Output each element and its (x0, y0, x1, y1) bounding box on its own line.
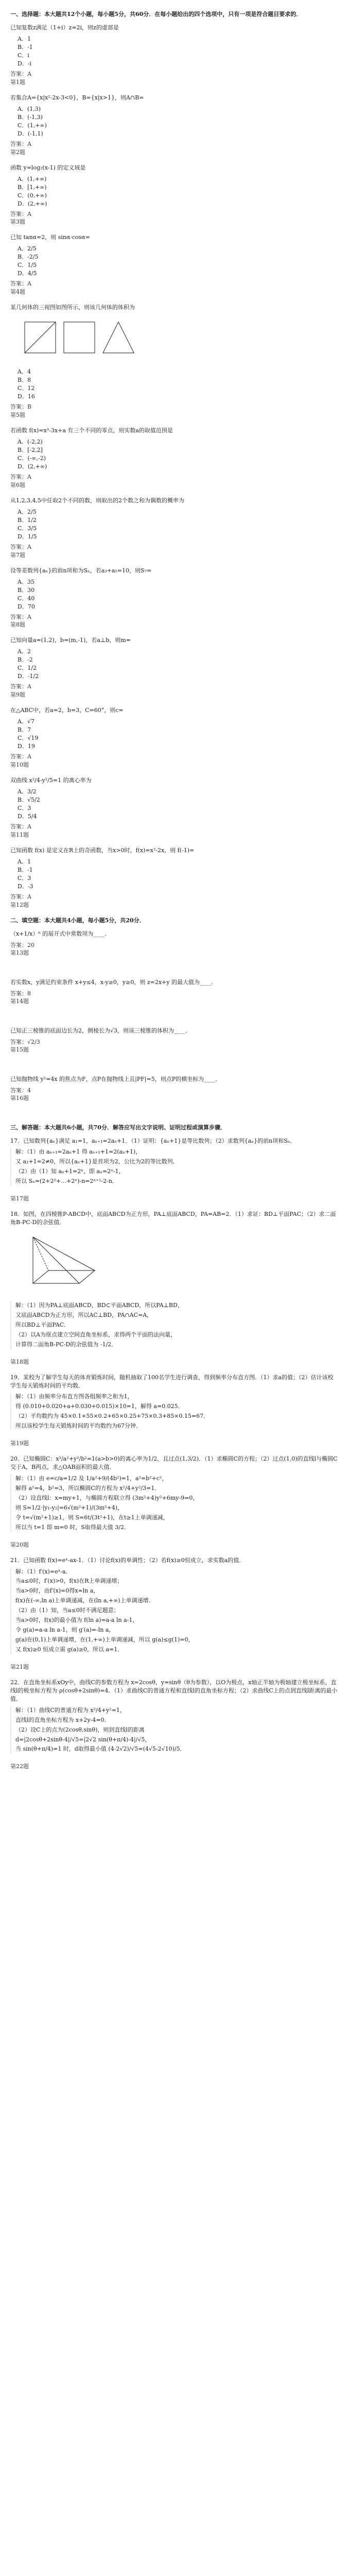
option: A．2/5 (18, 245, 37, 252)
solution-line: g(a)在(0,1)上单调递增，在(1,+∞)上单调递减，所以 g(a)≤g(1)=0， (15, 1636, 194, 1643)
question-number: 第19题 (10, 1440, 29, 1447)
question-number: 第5题 (10, 412, 25, 418)
solution-line: 又 f(x)≥0 恒成立需 g(a)≥0，所以 a=1． (15, 1646, 124, 1653)
option: C．(-∞,-2) (18, 454, 46, 462)
question-stem: 21．已知函数 f(x)=eˣ-ax-1．（1）讨论f(x)的单调性；（2）若f(x)≥0恒成立，求实数a的值． (10, 1556, 245, 1564)
solution-question (10, 1374, 338, 1448)
solution-line: 令 t=√(m²+1)≥1，则 S=6t/(3t²+1)，在t≥1上单调递减， (15, 1514, 169, 1521)
solution-line: 解：（1）f′(x)=eˣ-a． (15, 1568, 72, 1575)
solution-block (10, 1568, 338, 1654)
fill-question (10, 930, 338, 971)
option: B．-2/5 (18, 253, 39, 261)
question-stem: 19．某校为了解学生每天的体育锻炼时间，随机抽取了100名学生进行调查，得到频率分布直方图．（1）求a的值；（2）估计该校学生每天锻炼时间的平均数． (10, 1374, 334, 1389)
question-number: 第18题 (10, 1358, 29, 1365)
solution-line: 计算得二面角B-PC-D的余弦值为 -1/2． (15, 1341, 117, 1348)
option: B．[-2,2] (18, 446, 43, 453)
answer-line: 答案：A (10, 210, 31, 217)
question-number: 第16题 (10, 1095, 29, 1102)
question-stem: 函数 y=log₂(x-1) 的定义域是 (10, 164, 86, 171)
option: C．i (18, 52, 29, 59)
solution-block (10, 1393, 338, 1430)
solution-block (10, 1475, 338, 1532)
question-stem: （x+1/x）⁶ 的展开式中常数项为____． (10, 930, 111, 937)
option: A．4 (18, 368, 31, 376)
option: B．-1 (18, 43, 33, 50)
solution-question (10, 1556, 338, 1671)
question-number: 第17题 (10, 1195, 29, 1202)
option: D．-3 (18, 883, 33, 890)
option: B．[1,+∞) (18, 183, 47, 191)
question (10, 706, 338, 769)
question (10, 497, 338, 560)
solution-line: 所以BD⊥平面PAC． (15, 1321, 69, 1328)
solution-question (10, 1679, 338, 1771)
option: C．1/5 (18, 262, 37, 269)
question-stem: 双曲线 x²/4-y²/5=1 的离心率为 (10, 777, 92, 784)
solution-block (10, 1148, 338, 1185)
solution-line: （2）设C上的点为(2cosθ,sinθ)，则到直线l的距离 (15, 1726, 145, 1733)
option: A．√7 (18, 718, 34, 725)
solution-line: f(x)在(-∞,ln a)上单调递减，在(ln a,+∞)上单调递增． (15, 1597, 154, 1604)
fill-question (10, 1075, 338, 1116)
question-stem: 18．如图，在四棱锥P-ABCD中，底面ABCD为正方形，PA⊥底面ABCD，PA=AB=2．（1）求证：BD⊥平面PAC；（2）求二面角B-PC-D的余弦值． (10, 1211, 336, 1226)
answer-line: 答案：B (10, 403, 32, 411)
question-stem: 22．在直角坐标系xOy中，曲线C的参数方程为 x=2cosθ，y=sinθ（θ为参数），以O为极点，x轴正半轴为极轴建立极坐标系，直线l的极坐标方程为 ρ(cosθ+2sinθ)=4．（1）求曲线C的普通方程和直线l的直角坐标方程；（2）求曲线C上的点到直线l距离的最小值． (10, 1679, 338, 1702)
option: C．3 (18, 874, 31, 882)
option: C．(0,+∞) (18, 192, 47, 199)
question-number: 第10题 (10, 761, 29, 769)
option: A．2 (18, 648, 31, 655)
solution-line: 解：（1）曲线C的普通方程为 x²/4+y²=1， (15, 1706, 126, 1714)
question-number: 第9题 (10, 691, 25, 699)
question-stem: 已知复数z满足（1+i）z=2i，则z的虚部是 (10, 24, 119, 31)
option: B．√5/2 (18, 796, 40, 803)
solution-line: 解：（1）由频率分布直方图各组频率之和为1， (15, 1393, 133, 1400)
solution-question (10, 1210, 338, 1366)
solution-line: 令 g(a)=a-a ln a-1，则 g′(a)=-ln a， (15, 1626, 115, 1634)
question-number: 第1题 (10, 78, 25, 86)
question (10, 567, 338, 630)
question-number: 第4题 (10, 289, 25, 296)
solution-line: （2）以A为原点建立空间直角坐标系，求得两个平面的法向量， (15, 1331, 176, 1338)
fill-question (10, 1027, 338, 1068)
answer-line: 答案：A (10, 683, 31, 690)
option: A．1 (18, 35, 31, 42)
solution-line: （2）由（1）知，当a≤0时不满足题意； (15, 1607, 119, 1614)
question-number: 第15题 (10, 1046, 29, 1054)
question-number: 第22题 (10, 1763, 29, 1770)
question (10, 846, 338, 909)
option: B．30 (18, 586, 35, 594)
option: B．1/2 (18, 516, 37, 523)
option: B．7 (18, 726, 31, 734)
question (10, 233, 338, 296)
answer-line: 答案：A (10, 893, 31, 900)
answer-line: 答案：20 (10, 941, 34, 948)
solution-line: 解：（1）因为PA⊥底面ABCD，BD⊂平面ABCD，所以PA⊥BD， (15, 1301, 183, 1309)
option: A．(1,3) (18, 105, 41, 112)
question-stem: 若集合A={x|x²-2x-3<0}，B={x|x>1}，则A∩B= (10, 94, 144, 101)
question-stem: 已知向量a=(1,2)，b=(m,-1)，若a⊥b，则m= (10, 637, 131, 644)
question-stem: 若实数x，y满足约束条件 x+y≤4，x-y≥0，y≥0，则 z=2x+y 的最大值为____． (10, 978, 217, 986)
answer-line: 答案：A (10, 613, 31, 620)
question-number: 第3题 (10, 218, 25, 226)
solution-line: 解：（1）由 e=c/a=1/2 及 1/a²+9/(4b²)=1，a²=b²+c²， (15, 1475, 168, 1482)
section-one-heading: 一、选择题：本大题共12个小题，每小题5分，共60分．在每小题给出的四个选项中，只有一项是符合题目要求的． (10, 11, 302, 18)
question-stem: 已知 tanα=2，则 sinα·cosα= (10, 234, 90, 241)
question (10, 427, 338, 489)
solution-line: d=|2cosθ+2sinθ-4|/√5=|2√2 sin(θ+π/4)-4|/√5， (15, 1736, 151, 1743)
solution-line: 又底面ABCD为正方形，所以AC⊥BD，PA∩AC=A， (15, 1311, 153, 1318)
answer-line: 答案：A (10, 70, 31, 77)
question-number: 第12题 (10, 901, 29, 908)
three-view-figure (23, 317, 136, 366)
solution-line: 解：（1）由 aₙ₊₁=2aₙ+1 得 aₙ₊₁+1=2(aₙ+1)， (15, 1148, 142, 1156)
option: C．3/5 (18, 524, 37, 532)
section-three-heading: 三、解答题：本大题共6小题，共70分．解答应写出文字说明、证明过程或演算步骤． (10, 1124, 226, 1131)
question-number: 第13题 (10, 950, 29, 957)
question-stem: 已知正三棱锥的底面边长为2，侧棱长为√3，则该三棱锥的体积为____． (10, 1027, 192, 1034)
question-stem: 某几何体的三视图如图所示，则该几何体的体积为 (10, 304, 135, 311)
solution-line: 当a>0时，f(x)的最小值为 f(ln a)=a-a ln a-1， (15, 1617, 138, 1624)
option: A．35 (18, 578, 34, 585)
option: A．(-2,2) (18, 438, 43, 445)
solution-question (10, 1455, 338, 1549)
answer-line: 答案：A (10, 473, 31, 480)
answer-line: 答案：8 (10, 990, 31, 997)
option: C．(1,+∞) (18, 122, 47, 129)
answer-line: 答案：4 (10, 1087, 31, 1094)
question-stem: 在△ABC中，若a=2，b=3，C=60°，则c= (10, 707, 124, 714)
option: D．-1/2 (18, 673, 39, 680)
solution-line: 解得 a²=4，b²=3，所以椭圆C的方程为 x²/4+y²/3=1． (15, 1484, 161, 1492)
option: C．12 (18, 385, 35, 392)
solution-line: 所以该校学生每天锻炼时间的平均数约为67分钟． (15, 1422, 142, 1430)
option: C．√19 (18, 735, 39, 742)
question-stem: 17．已知数列{aₙ}满足 a₁=1，aₙ₊₁=2aₙ+1．（1）证明：{aₙ+1}是等比数列；（2）求数列{aₙ}的前n项和Sₙ． (10, 1137, 296, 1144)
question-stem: 设等差数列{aₙ}的前n项和为Sₙ，若a₃+a₅=10，则S₇= (10, 567, 152, 574)
option: D．1/5 (18, 533, 37, 540)
question-stem: 20．已知椭圆C：x²/a²+y²/b²=1(a>b>0)的离心率为1/2，且过点(1,3/2)．（1）求椭圆C的方程；（2）过点(1,0)的直线l与椭圆C交于A，B两点，求△OAB面积的最大值． (10, 1455, 338, 1471)
document (10, 0, 338, 1771)
solution-line: 所以当 t=1 即 m=0 时，S取得最大值 3/2． (15, 1523, 130, 1531)
question-stem: 若函数 f(x)=x³-3x+a 有三个不同的零点，则实数a的取值范围是 (10, 427, 173, 434)
solution-line: 当a≤0时，f′(x)>0，f(x)在R上单调递增； (15, 1578, 123, 1585)
answer-line: 答案：A (10, 140, 31, 147)
option: D．19 (18, 743, 35, 750)
solution-line: 则 S=1/2·|y₁-y₂|=6√(m²+1)/(3m²+4)， (15, 1504, 124, 1511)
question-number: 第21题 (10, 1663, 29, 1670)
solution-line: 当a>0时，由f′(x)=0得x=ln a， (15, 1587, 99, 1595)
question-number: 第8题 (10, 621, 25, 629)
option: C．1/2 (18, 665, 37, 672)
option: D．(-1,1) (18, 130, 43, 137)
question (10, 24, 338, 87)
question-number: 第20题 (10, 1541, 29, 1548)
answer-line: 答案：A (10, 823, 31, 830)
solution-line: 得 (0.010+0.020+a+0.030+0.015)×10=1，解得 a=0.025． (15, 1403, 184, 1410)
question-number: 第11题 (10, 831, 29, 838)
solution-line: 又 a₁+1=2≠0，所以{aₙ+1}是首项为2，公比为2的等比数列． (15, 1158, 179, 1165)
option: A．(1,+∞) (18, 175, 47, 182)
solution-line: 直线l的直角坐标方程为 x+2y-4=0． (15, 1716, 110, 1723)
option: D．4/5 (18, 270, 37, 277)
option: A．3/2 (18, 788, 37, 795)
solution-block (10, 1301, 338, 1349)
option: D．(2,+∞) (18, 463, 47, 470)
option: D．-i (18, 60, 32, 67)
option: B．8 (18, 377, 31, 384)
fill-question (10, 978, 338, 1020)
question-stem: 从1,2,3,4,5中任取2个不同的数，则取出的2个数之和为偶数的概率为 (10, 497, 184, 504)
question (10, 94, 338, 157)
solution-block (10, 1706, 338, 1754)
question (10, 636, 338, 699)
answer-line: 答案：√2/3 (10, 1038, 40, 1045)
solution-line: 当 sin(θ+π/4)=1 时，d取得最小值 (4-2√2)/√5=(4√5-2√10)/5． (15, 1745, 186, 1753)
solution-line: （2）设直线l：x=my+1，与椭圆方程联立得 (3m²+4)y²+6my-9=0， (15, 1494, 199, 1501)
question (10, 303, 338, 419)
solution-line: 所以 Sₙ=(2+2²+…+2ⁿ)-n=2ⁿ⁺¹-2-n． (15, 1178, 118, 1185)
option: D．16 (18, 393, 35, 400)
solution-line: （2）由（1）知 aₙ+1=2ⁿ，即 aₙ=2ⁿ-1， (15, 1168, 125, 1175)
section-two-heading: 二、填空题：本大题共4小题，每小题5分，共20分． (10, 917, 145, 924)
question-stem: 已知抛物线 y²=4x 的焦点为F，点P在抛物线上且|PF|=5，则点P的横坐标为____． (10, 1075, 221, 1082)
question-number: 第14题 (10, 998, 29, 1005)
solution-line: （2）平均数约为 45×0.1+55×0.2+65×0.25+75×0.3+85×0.15=67． (15, 1413, 210, 1420)
option: A．2/5 (18, 508, 37, 515)
option: D．(2,+∞) (18, 200, 47, 207)
question-stem: 已知函数 f(x) 是定义在R上的奇函数，当x>0时，f(x)=x²-2x，则 f(-1)= (10, 846, 195, 854)
question-number: 第2题 (10, 148, 25, 156)
option: B．-1 (18, 866, 33, 873)
answer-line: 答案：A (10, 753, 31, 760)
question-number: 第6题 (10, 481, 25, 488)
pyramid-figure (23, 1232, 105, 1296)
question-number: 第7题 (10, 551, 25, 558)
answer-line: 答案：A (10, 280, 31, 287)
question (10, 776, 338, 839)
option: B．(-1,3) (18, 113, 43, 121)
option: C．40 (18, 595, 35, 602)
answer-line: 答案：A (10, 543, 31, 550)
option: D．70 (18, 603, 35, 610)
question (10, 164, 338, 227)
option: C．3 (18, 804, 31, 811)
option: D．5/4 (18, 812, 37, 820)
solution-question (10, 1137, 338, 1204)
option: B．-2 (18, 656, 33, 664)
option: A．1 (18, 858, 31, 865)
